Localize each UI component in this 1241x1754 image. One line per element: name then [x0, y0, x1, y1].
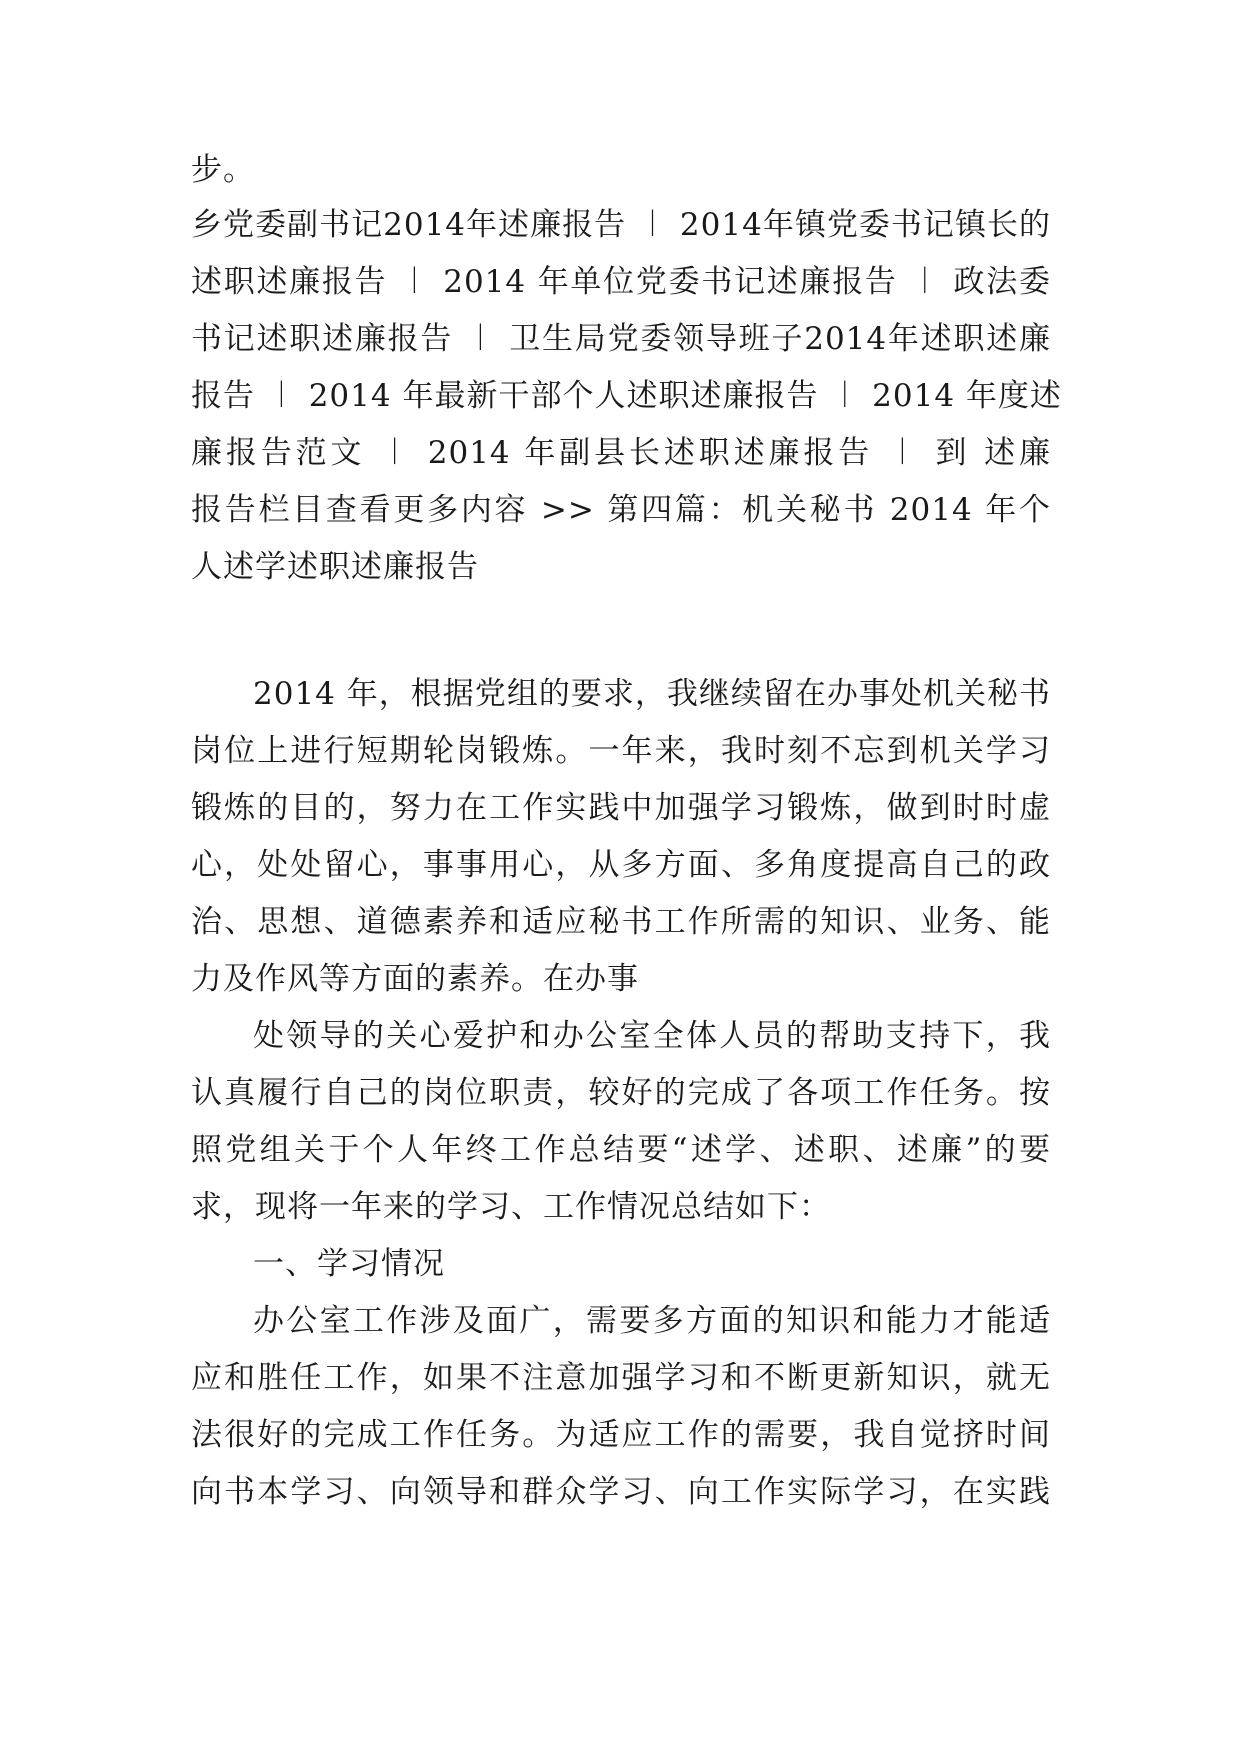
paragraph-first-line: 办公室工作涉及面广，需要多方面的知识和能力才能适 — [253, 1303, 1051, 1339]
text-line: 乡党委副书记2014年述廉报告 ︱ 2014年镇党委书记镇长的 — [191, 207, 1051, 243]
text-line: 向书本学习、向领导和群众学习、向工作实际学习，在实践 — [191, 1474, 1051, 1510]
text-line: 治、思想、道德素养和适应秘书工作所需的知识、业务、能 — [191, 904, 1051, 940]
text-line: 心，处处留心，事事用心，从多方面、多角度提高自己的政 — [191, 847, 1051, 883]
text-line: 认真履行自己的岗位职责，较好的完成了各项工作任务。按 — [191, 1075, 1051, 1111]
text-line: 应和胜任工作，如果不注意加强学习和不断更新知识，就无 — [191, 1360, 1051, 1396]
text-line: 廉报告范文 ︱ 2014 年副县长述职述廉报告 ︱ 到 述廉 — [191, 435, 1051, 471]
text-line: 求，现将一年来的学习、工作情况总结如下： — [191, 1189, 831, 1225]
text-line: 书记述职述廉报告 ︱ 卫生局党委领导班子2014年述职述廉 — [191, 321, 1051, 357]
text-line: 人述学述职述廉报告 — [191, 549, 479, 585]
paragraph-first-line: 处领导的关心爱护和办公室全体人员的帮助支持下，我 — [253, 1018, 1051, 1054]
text-line: 述职述廉报告 ︱ 2014 年单位党委书记述廉报告 ︱ 政法委 — [191, 264, 1051, 300]
text-line: 照党组关于个人年终工作总结要“述学、述职、述廉”的要 — [191, 1132, 1051, 1168]
text-line: 步。 — [191, 152, 255, 188]
text-line: 报告栏目查看更多内容 >> 第四篇：机关秘书 2014 年个 — [191, 492, 1051, 528]
text-line: 报告 ︱ 2014 年最新干部个人述职述廉报告 ︱ 2014 年度述 — [191, 378, 1062, 414]
text-line: 法很好的完成工作任务。为适应工作的需要，我自觉挤时间 — [191, 1417, 1051, 1453]
text-line: 力及作风等方面的素养。在办事 — [191, 961, 639, 997]
text-line: 锻炼的目的，努力在工作实践中加强学习锻炼，做到时时虚 — [191, 790, 1051, 826]
paragraph-first-line: 2014 年，根据党组的要求，我继续留在办事处机关秘书 — [253, 676, 1051, 712]
text-line: 岗位上进行短期轮岗锻炼。一年来，我时刻不忘到机关学习 — [191, 733, 1051, 769]
section-heading: 一、学习情况 — [253, 1246, 445, 1282]
